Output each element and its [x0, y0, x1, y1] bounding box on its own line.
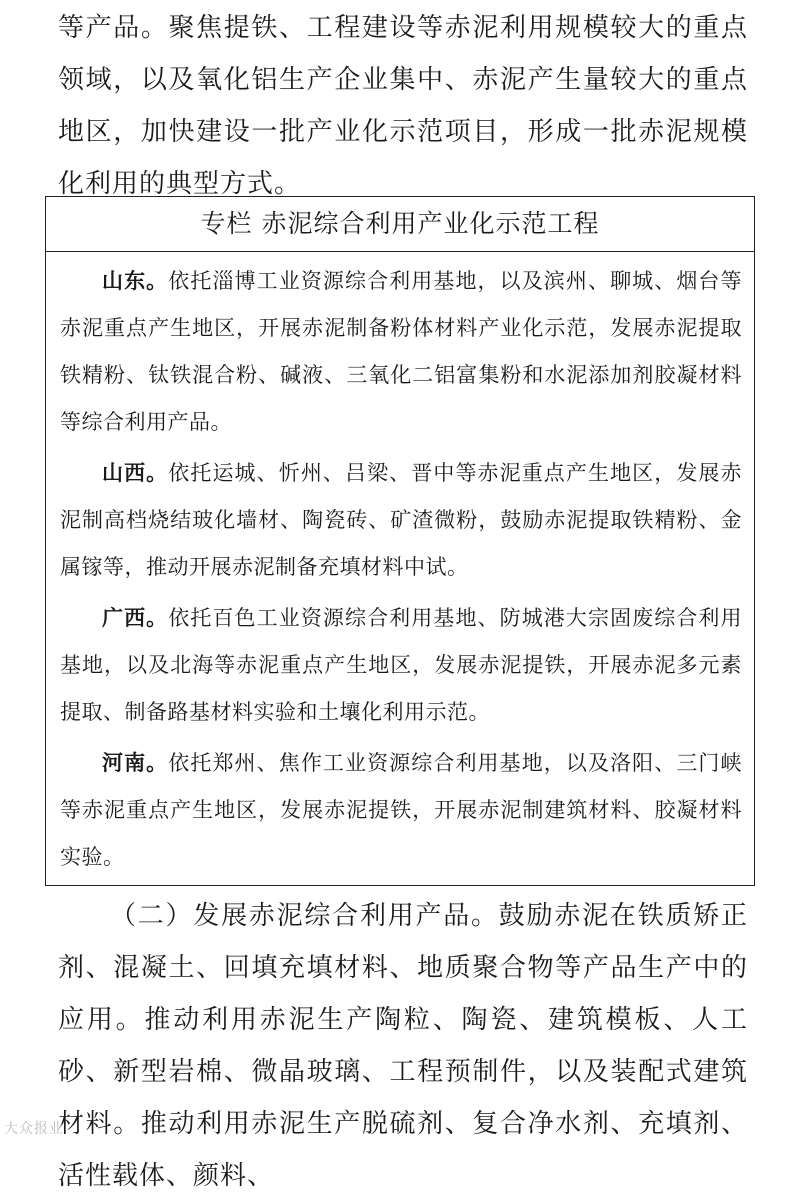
body-paragraph: （二）发展赤泥综合利用产品。鼓励赤泥在铁质矫正剂、混凝土、回填充填材料、地质聚合物等产品生产中的应用。推动利用赤泥生产陶粒、陶瓷、建筑模板、人工砂、新型岩棉、微晶玻璃、工程预制件，以及装配式建筑材料。推动利用赤泥生产脱硫剂、复合净水剂、充填剂、活性载体、颜料、: [58, 901, 748, 1191]
entry-henan: [60, 740, 742, 881]
intro-paragraph: 等产品。聚焦提铁、工程建设等赤泥利用规模较大的重点领域，以及氧化铝生产企业集中、赤泥产生量较大的重点地区，加快建设一批产业化示范项目，形成一批赤泥规模化利用的典型方式。: [58, 13, 748, 199]
entry-text: 依托郑州、焦作工业资源综合利用基地，以及洛阳、三门峡等赤泥重点产生地区，发展赤泥提铁，开展赤泥制建筑材料、胶凝材料实验。: [60, 751, 743, 869]
entry-guangxi: [60, 595, 742, 736]
region-label: 广西。: [102, 606, 169, 630]
entry-shandong: [60, 258, 742, 446]
column-box-title: 专栏 赤泥综合利用产业化示范工程: [46, 197, 754, 252]
region-label: 山西。: [102, 461, 169, 485]
watermark: 大众报业: [4, 1121, 64, 1137]
region-label: 山东。: [102, 269, 169, 293]
column-box-body: [46, 252, 754, 881]
entry-text: 依托百色工业资源综合利用基地、防城港大宗固废综合利用基地，以及北海等赤泥重点产生地区，发展赤泥提铁，开展赤泥多元素提取、制备路基材料实验和土壤化利用示范。: [60, 606, 743, 724]
column-box: [45, 196, 755, 886]
entry-text: 依托运城、忻州、吕梁、晋中等赤泥重点产生地区，发展赤泥制高档烧结玻化墙材、陶瓷砖、矿渣微粉，鼓励赤泥提取铁精粉、金属镓等，推动开展赤泥制备充填材料中试。: [60, 461, 743, 579]
entry-text: 依托淄博工业资源综合利用基地，以及滨州、聊城、烟台等赤泥重点产生地区，开展赤泥制备粉体材料产业化示范，发展赤泥提取铁精粉、钛铁混合粉、碱液、三氧化二铝富集粉和水泥添加剂胶凝材料等综合利用产品。: [60, 269, 743, 434]
region-label: 河南。: [102, 751, 169, 775]
entry-shanxi: [60, 450, 742, 591]
